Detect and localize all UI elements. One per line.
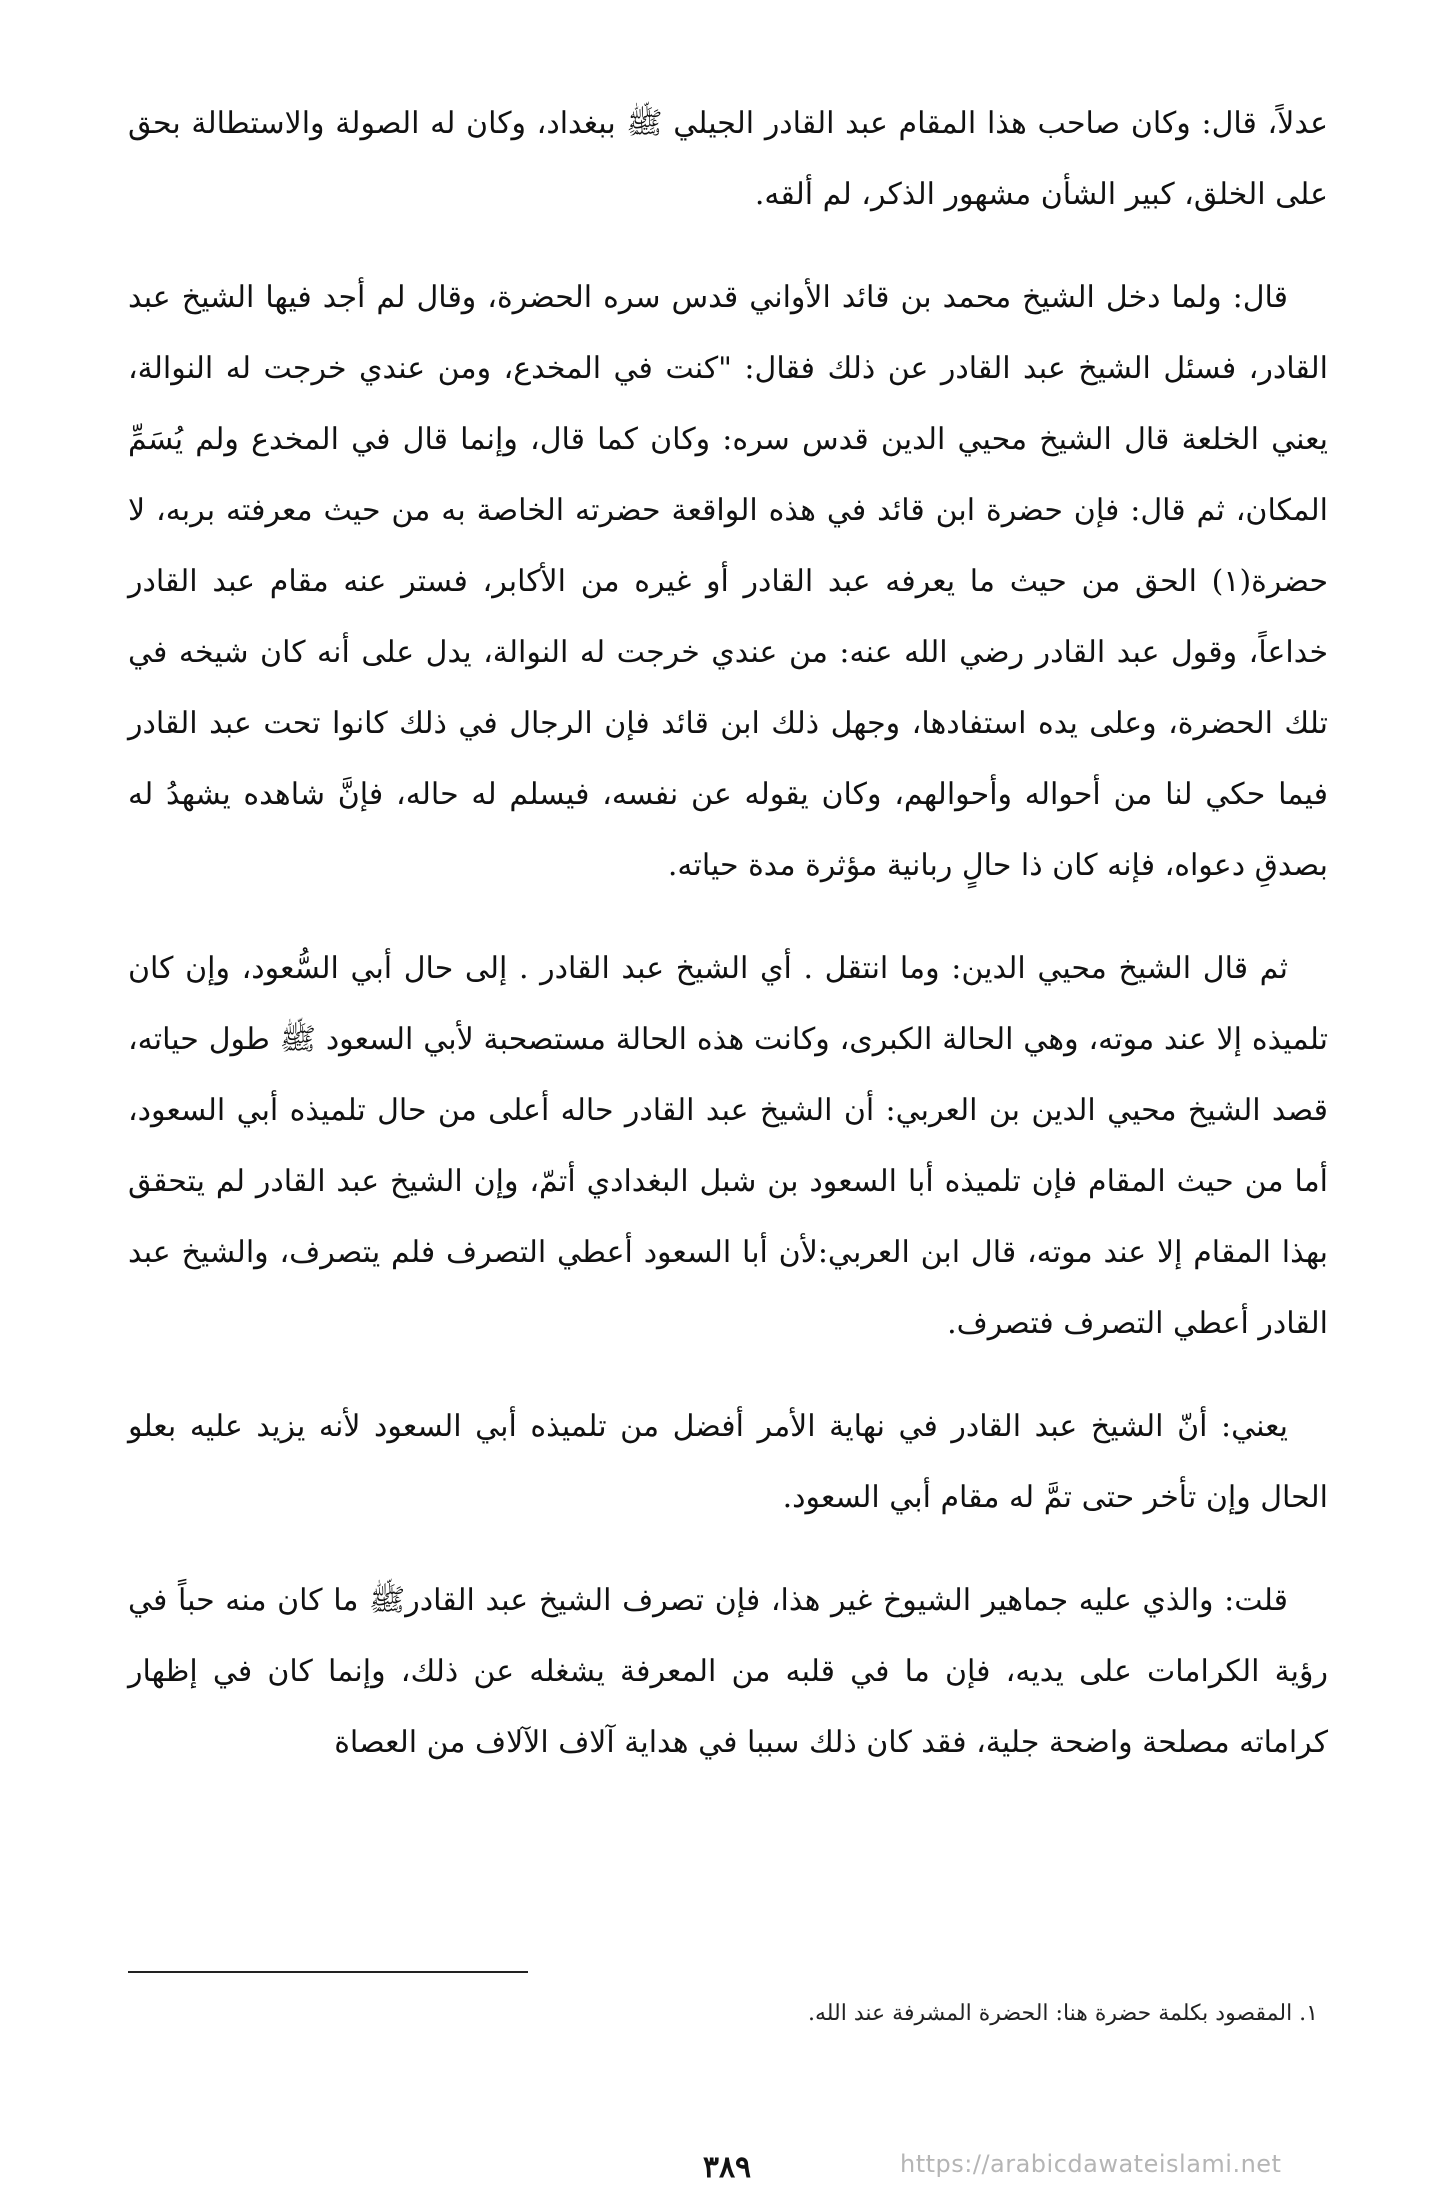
body-text <box>128 88 1328 1810</box>
paragraph-2: قال: ولما دخل الشيخ محمد بن قائد الأواني قدس سره الحضرة، وقال لم أجد فيها الشيخ عبد القادر، فسئل الشيخ عبد القادر عن ذلك فقال: "كنت في المخدع، ومن عندي خرجت له النوالة، يعني الخلعة قال الشيخ محيي الدين قدس سره: وكان كما قال، وإنما قال في المخدع ولم يُسَمِّ المكان، ثم قال: فإن حضرة ابن قائد في هذه الواقعة حضرته الخاصة به من حيث معرفته بربه، لا حضرة(١) الحق من حيث ما يعرفه عبد القادر أو غيره من الأكابر، فستر عنه مقام عبد القادر خداعاً، وقول عبد القادر رضي الله عنه: من عندي خرجت له النوالة، يدل على أنه كان شيخه في تلك الحضرة، وعلى يده استفادها، وجهل ذلك ابن قائد فإن الرجال في ذلك كانوا تحت عبد القادر فيما حكي لنا من أحواله وأحوالهم، وكان يقوله عن نفسه، فيسلم له حاله، فإنَّ شاهده يشهدُ له بصدقِ دعواه، فإنه كان ذا حالٍ ربانية مؤثرة مدة حياته. <box>128 280 1328 883</box>
paragraph-5: قلت: والذي عليه جماهير الشيوخ غير هذا، فإن تصرف الشيخ عبد القادرﷺ ما كان منه حباً في رؤية الكرامات على يديه، فإن ما في قلبه من المعرفة يشغله عن ذلك، وإنما كان في إظهار كراماته مصلحة واضحة جلية، فقد كان ذلك سببا في هداية آلاف الآلاف من العصاة <box>128 1583 1328 1760</box>
paragraph-3: ثم قال الشيخ محيي الدين: وما انتقل . أي الشيخ عبد القادر . إلى حال أبي السُّعود، وإن كان تلميذه إلا عند موته، وهي الحالة الكبرى، وكانت هذه الحالة مستصحبة لأبي السعود ﷺ طول حياته، قصد الشيخ محيي الدين بن العربي: أن الشيخ عبد القادر حاله أعلى من حال تلميذه أبي السعود، أما من حيث المقام فإن تلميذه أبا السعود بن شبل البغدادي أتمّ، وإن الشيخ عبد القادر لم يتحقق بهذا المقام إلا عند موته، قال ابن العربي:لأن أبا السعود أعطي التصرف فلم يتصرف، والشيخ عبد القادر أعطي التصرف فتصرف. <box>128 951 1328 1341</box>
paragraph-1: عدلاً، قال: وكان صاحب هذا المقام عبد القادر الجيلي ﷺ ببغداد، وكان له الصولة والاستطالة بحق على الخلق، كبير الشأن مشهور الذكر، لم ألقه. <box>128 106 1328 212</box>
footnote: ١. المقصود بكلمة حضرة هنا: الحضرة المشرفة عند الله. <box>807 2001 1318 2026</box>
watermark-url: https://arabicdawateislami.net <box>900 2150 1282 2178</box>
page-number: ٣٨٩ <box>702 2150 752 2185</box>
paragraph-4: يعني: أنّ الشيخ عبد القادر في نهاية الأمر أفضل من تلميذه أبي السعود لأنه يزيد عليه بعلو الحال وإن تأخر حتى تمَّ له مقام أبي السعود. <box>128 1409 1328 1515</box>
footnote-divider <box>128 1971 528 1973</box>
